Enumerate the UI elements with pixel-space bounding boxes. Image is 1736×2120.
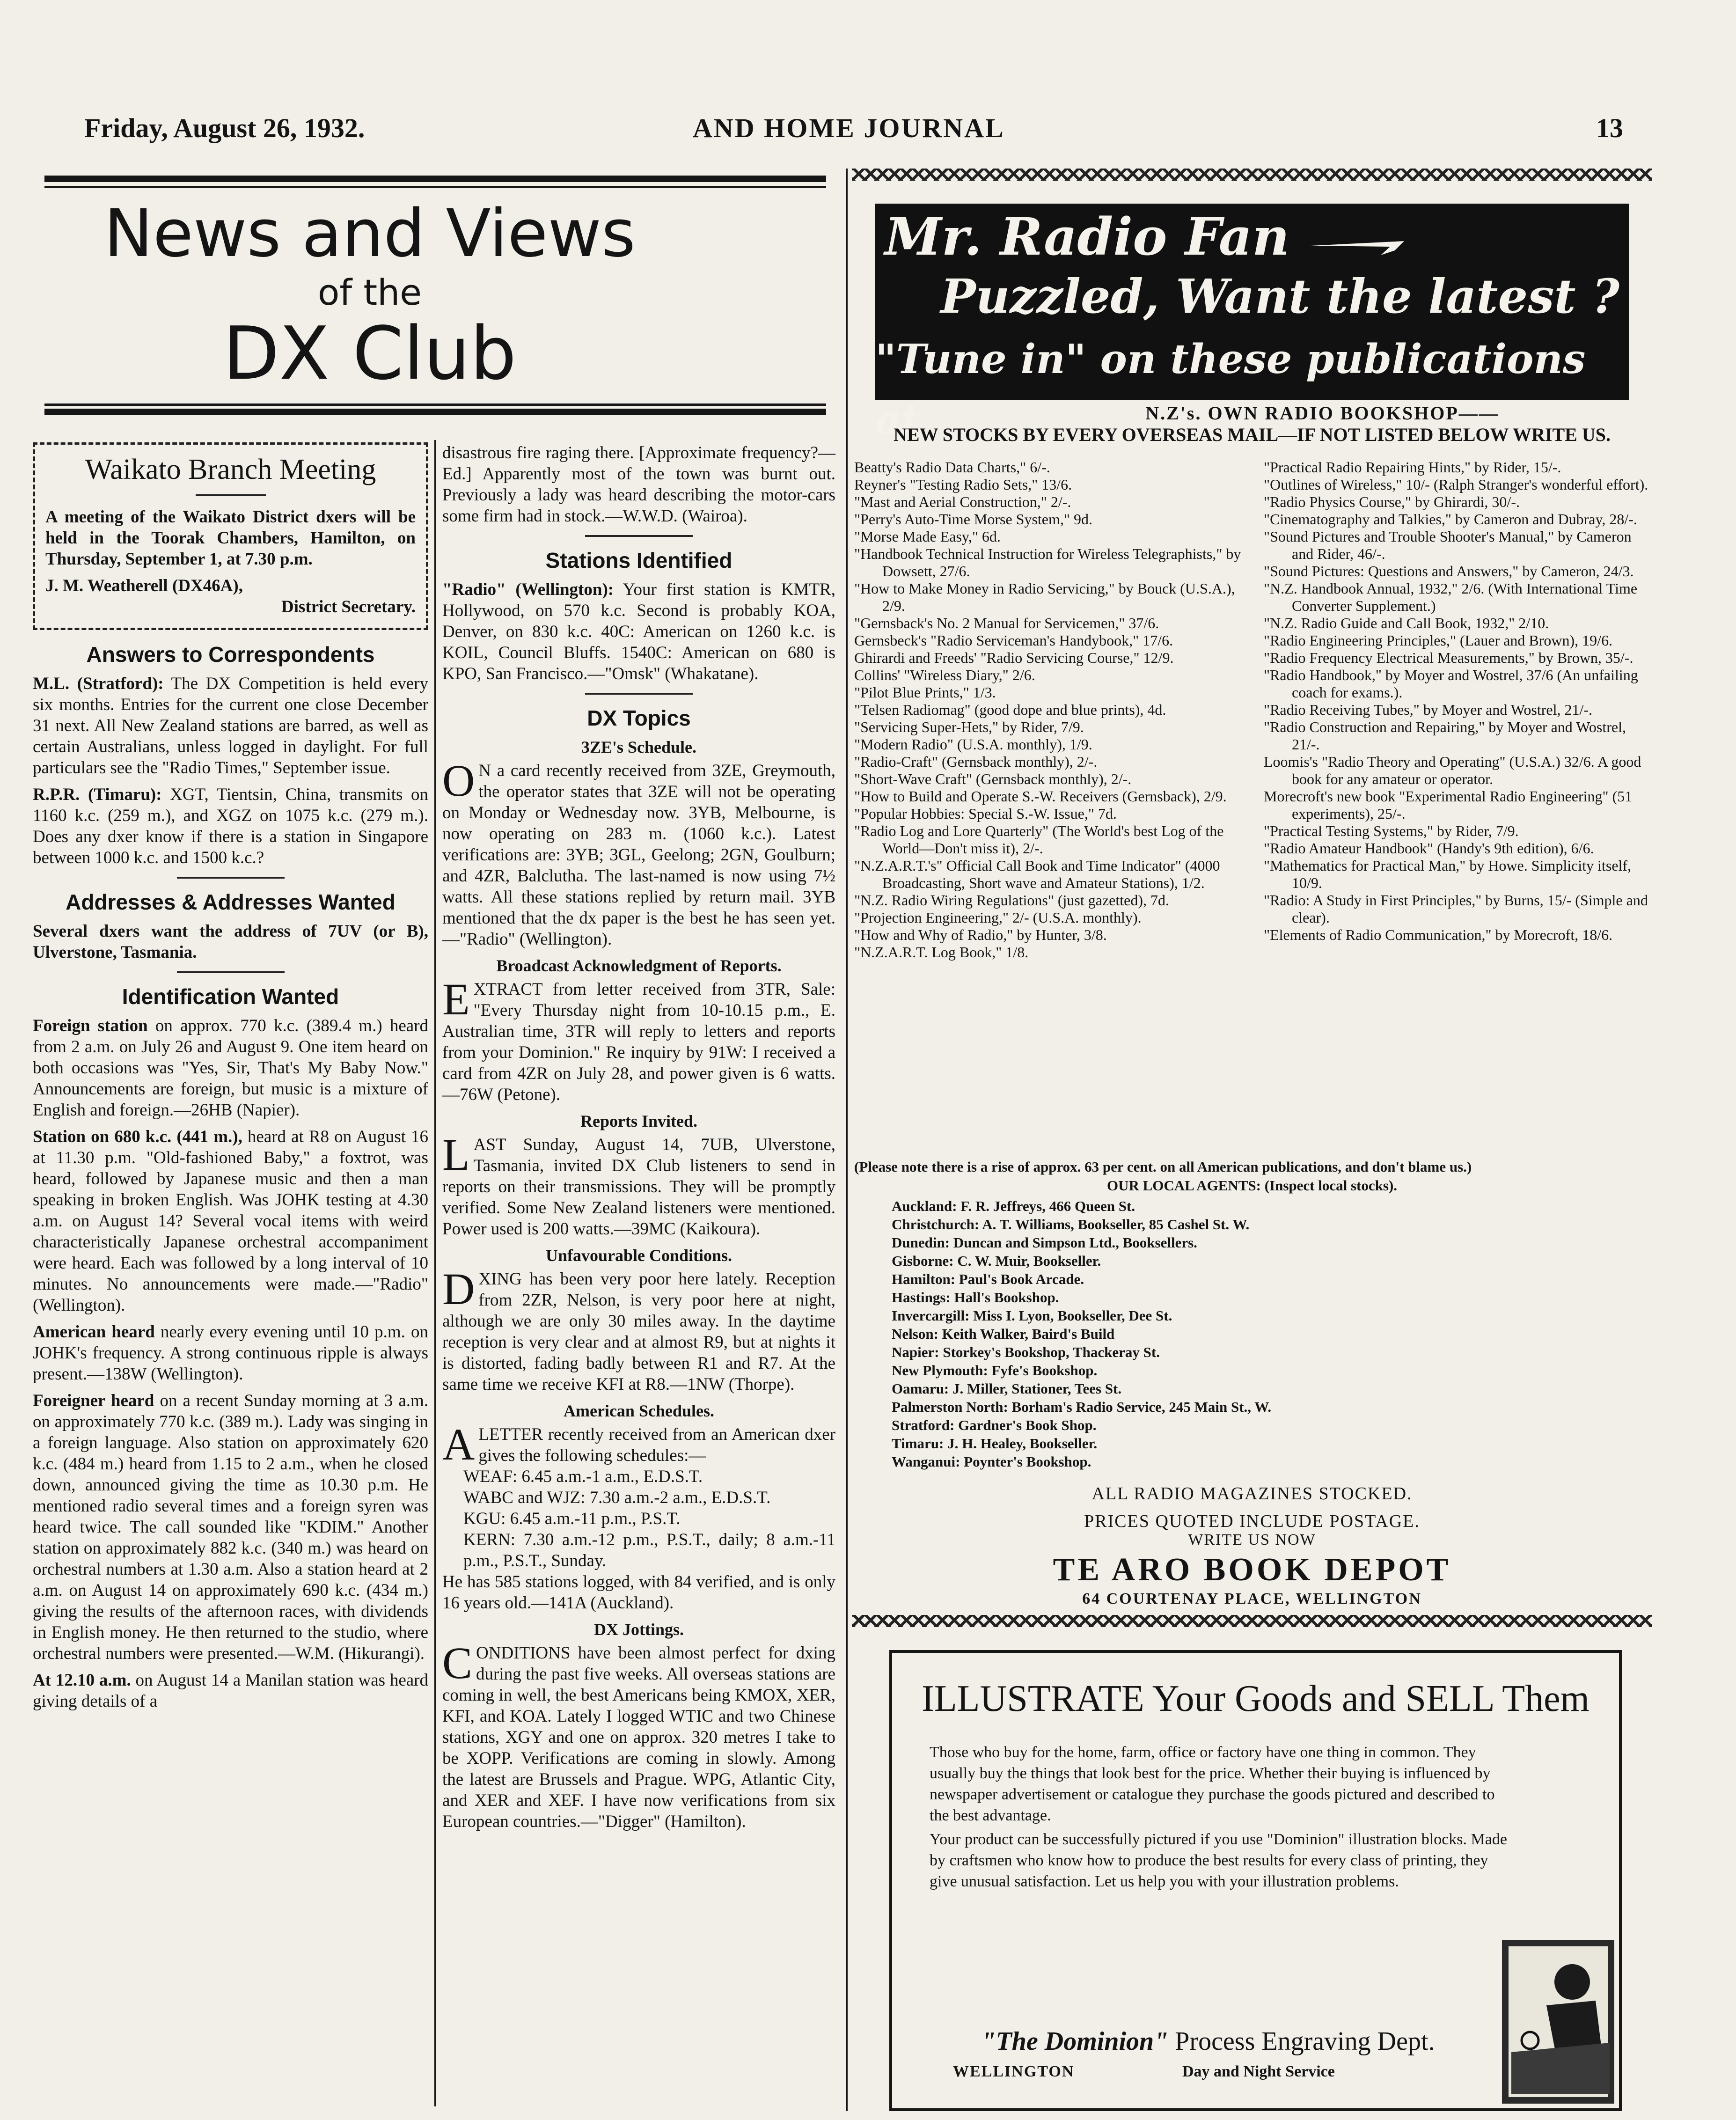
book-item: Reyner's "Testing Radio Sets," 13/6. [854,476,1072,493]
book-item: "Elements of Radio Communication," by Morecroft, 18/6. [1264,926,1613,943]
am-line-3: KGU: 6.45 a.m.-11 p.m., P.S.T. [463,1509,681,1528]
jot-dropcap: C [442,1638,473,1688]
masthead [44,196,695,396]
agent-item: New Plymouth: Fyfe's Bookshop. [892,1362,1098,1379]
answers-p1-lead: M.L. (Stratford): [33,674,164,693]
book-item: "How to Build and Operate S.-W. Receivers (Gernsback), 2/9. [854,788,1227,805]
book-item: "Radio Receiving Tubes," by Moyer and Wostrel, 21/-. [1264,701,1593,718]
agent-item: Dunedin: Duncan and Simpson Ltd., Booksellers. [892,1234,1197,1251]
am-line-4: KERN: 7.30 a.m.-12 p.m., P.S.T., daily; 8 a.m.-11 p.m., P.S.T., Sunday. [463,1530,835,1570]
am-end: He has 585 stations logged, with 84 verified, and is only 16 years old.—141A (Auckland). [442,1572,835,1613]
book-item: "Pilot Blue Prints," 1/3. [854,684,996,701]
book-item: "Projection Engineering," 2/- (U.S.A. monthly). [854,909,1142,926]
book-item: "Gernsback's No. 2 Manual for Servicemen," 37/6. [854,615,1159,631]
divider-1 [177,877,285,879]
unf-title: Unfavourable Conditions. [545,1246,732,1265]
ad1-border-top [852,169,1652,181]
book-item: "Radio: A Study in First Principles," by Burns, 15/- (Simple and clear). [1264,892,1648,926]
am-line-1: WEAF: 6.45 a.m.-1 a.m., E.D.S.T. [463,1467,703,1486]
book-item: Beatty's Radio Data Charts," 6/-. [854,459,1050,476]
waikato-sign-2: District Secretary. [281,597,416,616]
book-item: Ghirardi and Freeds' "Radio Servicing Course," 12/9. [854,649,1174,666]
rep-p [442,1130,835,1240]
am-p [442,1419,835,1469]
book-item: "Telsen Radiomag" (good dope and blue prints), 4d. [854,701,1166,718]
agent-item: Christchurch: A. T. Williams, Bookseller, 85 Cashel St. W. [892,1216,1250,1232]
ad2-service: Day and Night Service [1182,2063,1335,2080]
masthead-rule-bottom-thin [44,403,826,406]
jot-title: DX Jottings. [593,1620,684,1639]
am-schedule-list [442,1466,835,1571]
jot-p [442,1638,835,1832]
ad1-head [857,403,1648,446]
waikato-box [33,442,428,630]
paper-name: AND HOME JOURNAL [693,113,1005,143]
ack-text: XTRACT from letter received from 3TR, Sale: "Every Thursday night from 10-10.15 p.m., E. Australian time, 3TR will reply to letters and reports from your Dominion." Re inquiry by 91W: I received a card from 4ZR on July 28, and power given is 6 watts.—76W (Petone). [442,980,835,1104]
agents-list [854,1197,1650,1471]
book-item: Collins' "Wireless Diary," 2/6. [854,667,1035,683]
answers-p2-text: XGT, Tientsin, China, transmits on 1160 k.c. (259 m.), and XGZ on 1075 k.c. (279 m.). Does any dxer know if there is a station in Singapore between 1000 k.c. and 1500 k.c.? [33,785,428,867]
waikato-divider [196,494,266,496]
ident-p4 [33,1390,428,1664]
masthead-rule-top [44,176,826,182]
all-mags: ALL RADIO MAGAZINES STOCKED. [1091,1484,1413,1504]
waikato-title: Waikato Branch Meeting [85,454,376,485]
book-item: "Radio Log and Lore Quarterly" (The World's best Log of the World—Don't miss it), 2/-. [854,822,1224,857]
book-item: "Practical Testing Systems," by Rider, 7/9. [1264,822,1519,839]
masthead-line-2: of the [317,271,422,313]
banner-line-3: "Tune in" on these publications at [875,336,1586,444]
am-text: LETTER recently received from an American dxer gives the following schedules:— [478,1425,835,1465]
unf-text: XING has been very poor here lately. Reception from 2ZR, Nelson, is very poor here at night, although we are only 30 miles away. In the daytime reception is very clear and at almost R9, but at nights it is distorted, fading badly between R1 and R7. At the same time we receive KFI at R8.—1NW (Thorpe). [442,1269,835,1394]
ident-p2-lead: Station on 680 k.c. (441 m.), [33,1127,242,1146]
stock-notice: NEW STOCKS BY EVERY OVERSEAS MAIL—IF NOT LISTED BELOW WRITE US. [894,424,1611,445]
book-item: "Sound Pictures and Trouble Shooter's Manual," by Cameron and Rider, 46/-. [1264,528,1632,562]
answers-p1 [33,673,428,778]
ident-p1 [33,1015,428,1121]
write-us: WRITE US NOW [1188,1531,1316,1548]
prices-note: PRICES QUOTED INCLUDE POSTAGE. [1084,1511,1420,1531]
stations-text: Your first station is KMTR, Hollywood, on 570 k.c. Second is probably KOA, Denver, on 830 k.c. 40C: American on 1260 k.c. is KOIL, Council Bluffs. 1540C: American on 680 is KPO, San Francisco.—"Omsk" (Whakatane). [442,580,835,683]
ad2-city: WELLINGTON [953,2063,1075,2080]
page-divider [846,169,848,2111]
am-dropcap: A [442,1419,475,1469]
agent-item: Auckland: F. R. Jeffreys, 466 Queen St. [892,1198,1135,1214]
answers-p1-text: The DX Competition is held every six months. Entries for the current one close December 31 next. All New Zealand stations are barred, as well as certain Australians, unless logged in daylight. For full particulars see the "Radio Times," September issue. [33,674,428,778]
book-item: "Radio Construction and Repairing," by Moyer and Wostrel, 21/-. [1264,719,1626,753]
book-item: "How and Why of Radio," by Hunter, 3/8. [854,926,1107,943]
book-item: Gernsbeck's "Radio Serviceman's Handybook," 17/6. [854,632,1173,649]
book-item: "Outlines of Wireless," 10/- (Ralph Stranger's wonderful effort). [1264,476,1648,493]
agent-item: Oamaru: J. Miller, Stationer, Tees St. [892,1380,1122,1397]
engraver-illustration [1502,1940,1614,2104]
book-item: "Perry's Auto-Time Morse System," 9d. [854,511,1092,528]
ack-p [442,974,835,1105]
ident-p1-text: on approx. 770 k.c. (389.4 m.) heard from 2 a.m. on July 26 and August 9. One item heard on both occasions was "Yes, Sir, That's My Baby Now." Announcements are foreign, but music is a mixture of English and foreign.—26HB (Napier). [33,1016,428,1120]
sched-title: 3ZE's Schedule. [581,738,697,756]
book-item: "N.Z. Radio Guide and Call Book, 1932," 2/10. [1264,615,1549,631]
agent-item: Nelson: Keith Walker, Baird's Build [892,1326,1115,1342]
book-item: "Radio Engineering Principles," (Lauer and Brown), 19/6. [1264,632,1613,649]
book-item: "Practical Radio Repairing Hints," by Rider, 15/-. [1264,459,1561,476]
book-item: "Modern Radio" (U.S.A. monthly), 1/9. [854,736,1092,753]
sched-p [442,756,835,950]
unf-dropcap: D [442,1264,475,1314]
book-item: "N.Z. Radio Wiring Regulations" (just gazetted), 7d. [854,892,1170,909]
book-item: "N.Z.A.R.T.'s" Official Call Book and Time Indicator" (4000 Broadcasting, Short wave and Amateur Stations), 1/2. [854,857,1220,891]
book-item: "How to Make Money in Radio Servicing," by Bouck (U.S.A.), 2/9. [854,580,1235,614]
stations-title: Stations Identified [545,548,732,572]
masthead-line-1: News and Views [104,196,636,272]
rep-dropcap: L [442,1130,470,1180]
lightning-icon [1311,227,1451,264]
ad2-brand-line [962,2025,1454,2058]
sched-dropcap: O [442,756,475,806]
divider-2 [177,971,285,973]
shop-title: N.Z's. OWN RADIO BOOKSHOP—— [1145,403,1499,424]
book-item: "Short-Wave Craft" (Gernsback monthly), 2/-. [854,770,1132,787]
stations-p [442,579,835,684]
agent-item: Gisborne: C. W. Muir, Bookseller. [892,1253,1101,1269]
agent-item: Stratford: Gardner's Book Shop. [892,1417,1097,1433]
book-item: "Servicing Super-Hets," by Rider, 7/9. [854,719,1084,735]
ad2-p1: Those who buy for the home, farm, office or factory have one thing in common. They usually buy the things that look best for the price. Whether their buying is influenced by newspaper advertisement or catalogue they purchase the goods pictured and described to the best advantage. [930,1744,1495,1824]
addresses-title: Addresses & Addresses Wanted [66,890,396,914]
ad2-headline: ILLUSTRATE Your Goods and SELL Them [922,1678,1590,1719]
book-item: "Radio-Craft" (Gernsback monthly), 2/-. [854,753,1098,770]
sched-text: N a card recently received from 3ZE, Greymouth, the operator states that 3ZE will not be operating on Monday or Wednesday now. 3YB, Melbourne, is now operating on 283 m. (1060 k.c.). Latest verifications are: 3YB; 3GL, Geelong; 2GN, Goulburn; and 4ZR, Balclutha. The last-named is now using 7½ watts. All these stations replied by return mail. 3YB mentioned that the dx paper is the best he has seen yet.—"Radio" (Wellington). [442,761,835,949]
book-item: "Handbook Technical Instruction for Wireless Telegraphists," by Dowsett, 27/6. [854,545,1241,580]
ad2-p2: Your product can be successfully pictured if you use "Dominion" illustration blocks. Made by craftsmen who know how to produce the best results for every class of printing, they give unusual satisfaction. Let us help you with your illustration problems. [930,1831,1507,1890]
depot-address: 64 COURTENAY PLACE, WELLINGTON [1082,1590,1422,1607]
topics-title: DX Topics [587,706,691,730]
banner-line-2: Puzzled, Want the latest ? [940,269,1619,324]
page-number: 13 [1596,113,1623,143]
ident-p3-text: nearly every evening until 10 p.m. on JOHK's frequency. A strong continuous ripple is always present.—138W (Wellington). [33,1322,429,1384]
book-item: "Radio Handbook," by Moyer and Wostrel, 37/6 (An unfailing coach for exams.). [1264,667,1638,701]
ident-p3-lead: American heard [33,1322,155,1342]
masthead-line-3: DX Club [223,311,517,396]
book-item: "Mathematics for Practical Man," by Howe. Simplicity itself, 10/9. [1264,857,1632,891]
ident-p5-text: on August 14 a Manilan station was heard giving details of a [33,1671,428,1711]
depot-name: TE ARO BOOK DEPOT [1053,1552,1451,1588]
book-list-right [1264,459,1652,944]
book-list-left [854,459,1243,961]
stations-lead: "Radio" (Wellington): [442,580,614,599]
book-item: "Radio Frequency Electrical Measurements," by Brown, 35/-. [1264,649,1633,666]
banner-line-1: Mr. Radio Fan [885,206,1290,267]
am-line-2: WABC and WJZ: 7.30 a.m.-2 a.m., E.D.S.T. [463,1488,771,1507]
jot-text: ONDITIONS have been almost perfect for dxing during the past five weeks. All overseas stations are coming in well, the best Americans being KMOX, XER, KFI, and KOA. Lately I logged WTIC and two Chinese stations, XGY and one on approx. 320 metres I take to be XOPP. Verifications are coming in slowly. Among the latest are Brussels and Prague. WPG, Atlantic City, and XER and XEF. I have now verifications from six European countries.—"Digger" (Hamilton). [442,1643,835,1831]
ident-p4-lead: Foreigner heard [33,1391,154,1410]
agent-item: Invercargill: Miss I. Lyon, Bookseller, Dee St. [892,1307,1172,1324]
waikato-sign-1: J. M. Weatherell (DX46A), [45,576,243,595]
agent-item: Palmerston North: Borham's Radio Service, 245 Main St., W. [892,1399,1272,1415]
ad2-box [889,1650,1622,2111]
ident-p4-text: on a recent Sunday morning at 3 a.m. on approximately 770 k.c. (389 m.). Lady was singing in a foreign language. Also station on approximately 620 k.c. (484 m.) heard from 1.15 to 2 a.m., when he closed down, announced giving the time as 10.30 p.m. He mentioned radio several times and a foreign syren was heard twice. The call sounded like "KDIM." Another station on approximately 882 k.c. (340 m.) was heard on orchestral numbers at 1.30 a.m. Also a station heard at 2 a.m. on August 14 on approximately 690 k.c. (434 m.) giving the results of the afternoon races, with dividends in English money. He then returned to the studio, where orchestral numbers were presented.—W.M. (Hikurangi). [33,1391,429,1663]
divider-3 [585,535,693,537]
masthead-rule-bottom [44,409,826,415]
answers-p2 [33,784,428,868]
agents-title: OUR LOCAL AGENTS: (Inspect local stocks). [1106,1177,1398,1194]
masthead-rule-top-thin [44,186,826,188]
agent-item: Timaru: J. H. Healey, Bookseller. [892,1435,1098,1452]
answers-p2-lead: R.P.R. (Timaru): [33,785,162,804]
ident-p2-text: heard at R8 on August 16 at 11.30 p.m. "Old-fashioned Baby," a foxtrot, was heard, followed by Japanese music and then a man speaking in broken English. Was JOHK testing at 4.30 a.m. on August 14? Several vocal items with weird characteristically Japanese orchestral accompaniment were heard. Each was followed by a long interval of 10 minutes. No announcements were made.—"Radio" (Wellington). [33,1127,429,1315]
ack-dropcap: E [442,974,470,1024]
book-item: "Radio Amateur Handbook" (Handy's 9th edition), 6/6. [1264,840,1594,857]
ad1-footer [854,1159,1650,1608]
col2-continuation: disastrous fire raging there. [Approximate frequency?—Ed.] Apparently most of the town was burnt out. Previously a lady was heard describing the motor-cars some firm had in stock.—W.W.D. (Wairoa). [442,443,835,526]
am-title: American Schedules. [564,1401,714,1420]
divider-4 [585,693,693,695]
book-item: "Popular Hobbies: Special S.-W. Issue," 7d. [854,805,1117,822]
column-divider [434,440,436,2106]
book-item: Loomis's "Radio Theory and Operating" (U.S.A.) 32/6. A good book for any amateur or operator. [1264,753,1641,787]
agent-item: Hastings: Hall's Bookshop. [892,1289,1059,1306]
issue-date: Friday, August 26, 1932. [84,113,365,143]
book-item: "Morse Made Easy," 6d. [854,528,1001,545]
identification-title: Identification Wanted [122,984,339,1009]
ident-p1-lead: Foreign station [33,1016,148,1035]
ident-p5-lead: At 12.10 a.m. [33,1671,131,1690]
unf-p [442,1264,835,1395]
ad2-body [930,1742,1515,1892]
ident-p2 [33,1126,428,1316]
ad2-dept: Process Engraving Dept. [1175,2027,1435,2056]
rep-title: Reports Invited. [580,1112,697,1130]
book-item: "N.Z. Handbook Annual, 1932," 2/6. (With International Time Converter Supplement.) [1264,580,1638,614]
column-1 [33,442,428,1717]
book-item: "Cinematography and Talkies," by Cameron and Dubray, 28/-. [1264,511,1637,528]
book-item: "N.Z.A.R.T. Log Book," 1/8. [854,944,1029,961]
column-2 [442,442,835,1838]
ad1-border-bottom [852,1615,1652,1627]
rep-text: AST Sunday, August 14, 7UB, Ulverstone, Tasmania, invited DX Club listeners to send in reports on their transmissions. They will be promptly verified. Some New Zealand listeners were mentioned. Power used is 200 watts.—39MC (Kaikoura). [442,1135,835,1239]
agent-item: Hamilton: Paul's Book Arcade. [892,1271,1084,1287]
ad2-brand: "The Dominion" [981,2027,1169,2056]
ack-title: Broadcast Acknowledgment of Reports. [496,956,782,975]
book-item: Morecroft's new book "Experimental Radio Engineering" (51 experiments), 25/-. [1264,788,1633,822]
agent-item: Wanganui: Poynter's Bookshop. [892,1453,1091,1470]
price-note: (Please note there is a rise of approx. 63 per cent. on all American publications, and don't blame us.) [854,1159,1472,1175]
addresses-body: Several dxers want the address of 7UV (or B), Ulverstone, Tasmania. [33,922,428,962]
book-item: "Sound Pictures: Questions and Answers," by Cameron, 24/3. [1264,563,1634,580]
waikato-body: A meeting of the Waikato District dxers will be held in the Toorak Chambers, Hamilton, on Thursday, September 1, at 7.30 p.m. [45,507,416,569]
ident-p5 [33,1670,428,1712]
book-item: "Radio Physics Course," by Ghirardi, 30/-. [1264,493,1520,510]
ident-p3 [33,1321,428,1385]
agent-item: Napier: Storkey's Bookshop, Thackeray St. [892,1344,1160,1360]
book-item: "Mast and Aerial Construction," 2/-. [854,493,1071,510]
answers-title: Answers to Correspondents [86,642,375,667]
